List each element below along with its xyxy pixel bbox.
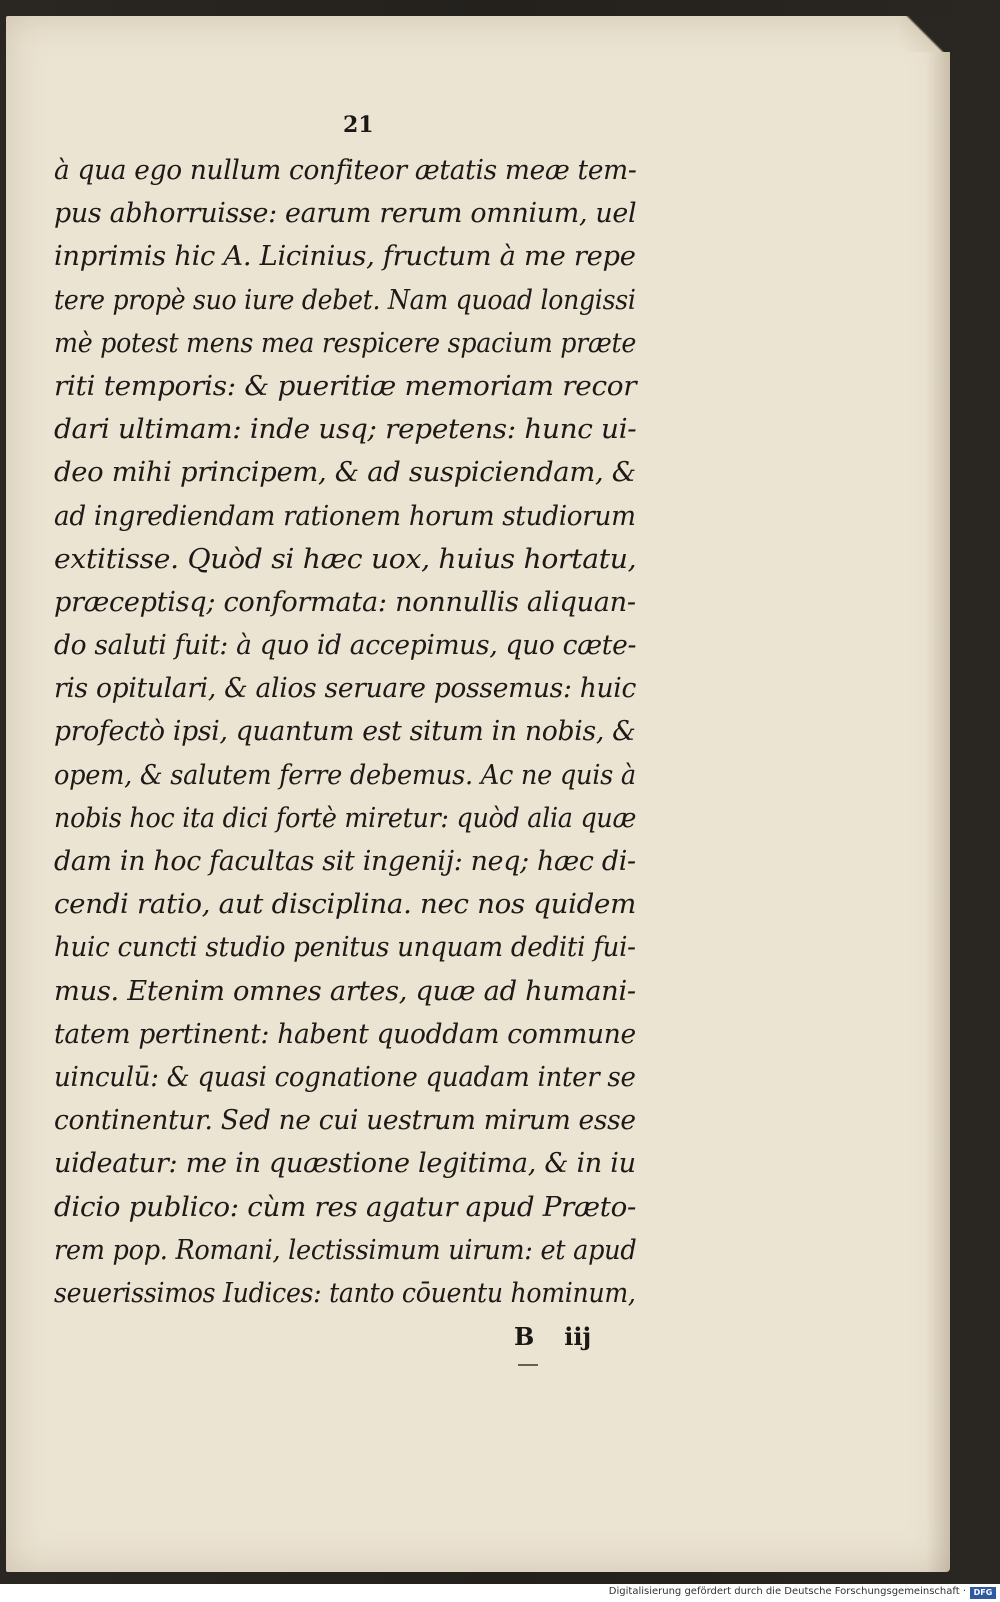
text-line: huic cuncti studio penitus unquam dediti fui-: [54, 932, 636, 964]
text-line: seuerissimos Iudices: tanto cōuentu hominum,: [54, 1277, 636, 1309]
footer-bar: [0, 1584, 1000, 1602]
text-line: cendi ratio, aut disciplina. nec nos quidem: [54, 889, 636, 921]
text-line: do saluti fuit: à quo id accepimus, quo cæte-: [54, 630, 637, 662]
text-line: pus abhorruisse: earum rerum omnium, uel: [54, 198, 637, 230]
text-line: continentur. Sed ne cui uestrum mirum esse: [54, 1105, 636, 1137]
book-page: [6, 16, 950, 1572]
signature-mark: [514, 1322, 591, 1351]
signature-underline: [518, 1364, 538, 1366]
text-line: inprimis hic A. Licinius, fructum à me repe: [54, 241, 636, 273]
text-line: mè potest mens mea respicere spacium præte: [54, 327, 637, 359]
body-text: [54, 149, 644, 1315]
signature-letter: B: [514, 1322, 535, 1351]
text-line: nobis hoc ita dici fortè miretur: quòd alia quæ: [54, 802, 637, 834]
text-line: extitisse. Quòd si hæc uox, huius hortatu,: [54, 543, 637, 575]
text-line: tere propè suo iure debet. Nam quoad longissi: [54, 284, 636, 316]
text-line: riti temporis: & pueritiæ memoriam recor: [54, 370, 637, 402]
text-line: præceptisq; conformata: nonnullis aliquan-: [54, 586, 636, 618]
text-line: à qua ego nullum confiteor ætatis meæ tem-: [54, 155, 637, 186]
text-line: profectò ipsi, quantum est situm in nobis, &: [54, 716, 636, 748]
page-number: 21: [343, 112, 374, 138]
text-line: dari ultimam: inde usq; repetens: hunc ui-: [54, 414, 637, 446]
text-line: ris opitulari, & alios seruare possemus: huic: [54, 673, 637, 705]
text-line: opem, & salutem ferre debemus. Ac ne quis à: [54, 759, 636, 791]
text-line: tatem pertinent: habent quoddam commune: [54, 1018, 636, 1050]
text-line: ad ingrediendam rationem horum studiorum: [54, 500, 636, 532]
text-line: mus. Etenim omnes artes, quæ ad humani-: [54, 975, 636, 1007]
footer-credit: Digitalisierung gefördert durch die Deutsche Forschungsgemeinschaft ·: [608, 1586, 966, 1597]
text-line: rem pop. Romani, lectissimum uirum: et apud: [54, 1234, 637, 1266]
dfg-logo: DFG: [970, 1587, 996, 1599]
text-line: uinculū: & quasi cognatione quadam inter se: [54, 1061, 636, 1093]
text-line: uideatur: me in quæstione legitima, & in iu: [54, 1148, 636, 1180]
text-line: dam in hoc facultas sit ingenij: neq; hæc di-: [54, 846, 636, 877]
signature-numeral: iij: [564, 1322, 592, 1351]
text-line: deo mihi principem, & ad suspiciendam, &: [54, 457, 636, 489]
page-edge-shadow: [926, 16, 950, 1572]
text-line: dicio publico: cùm res agatur apud Præto-: [54, 1191, 637, 1223]
